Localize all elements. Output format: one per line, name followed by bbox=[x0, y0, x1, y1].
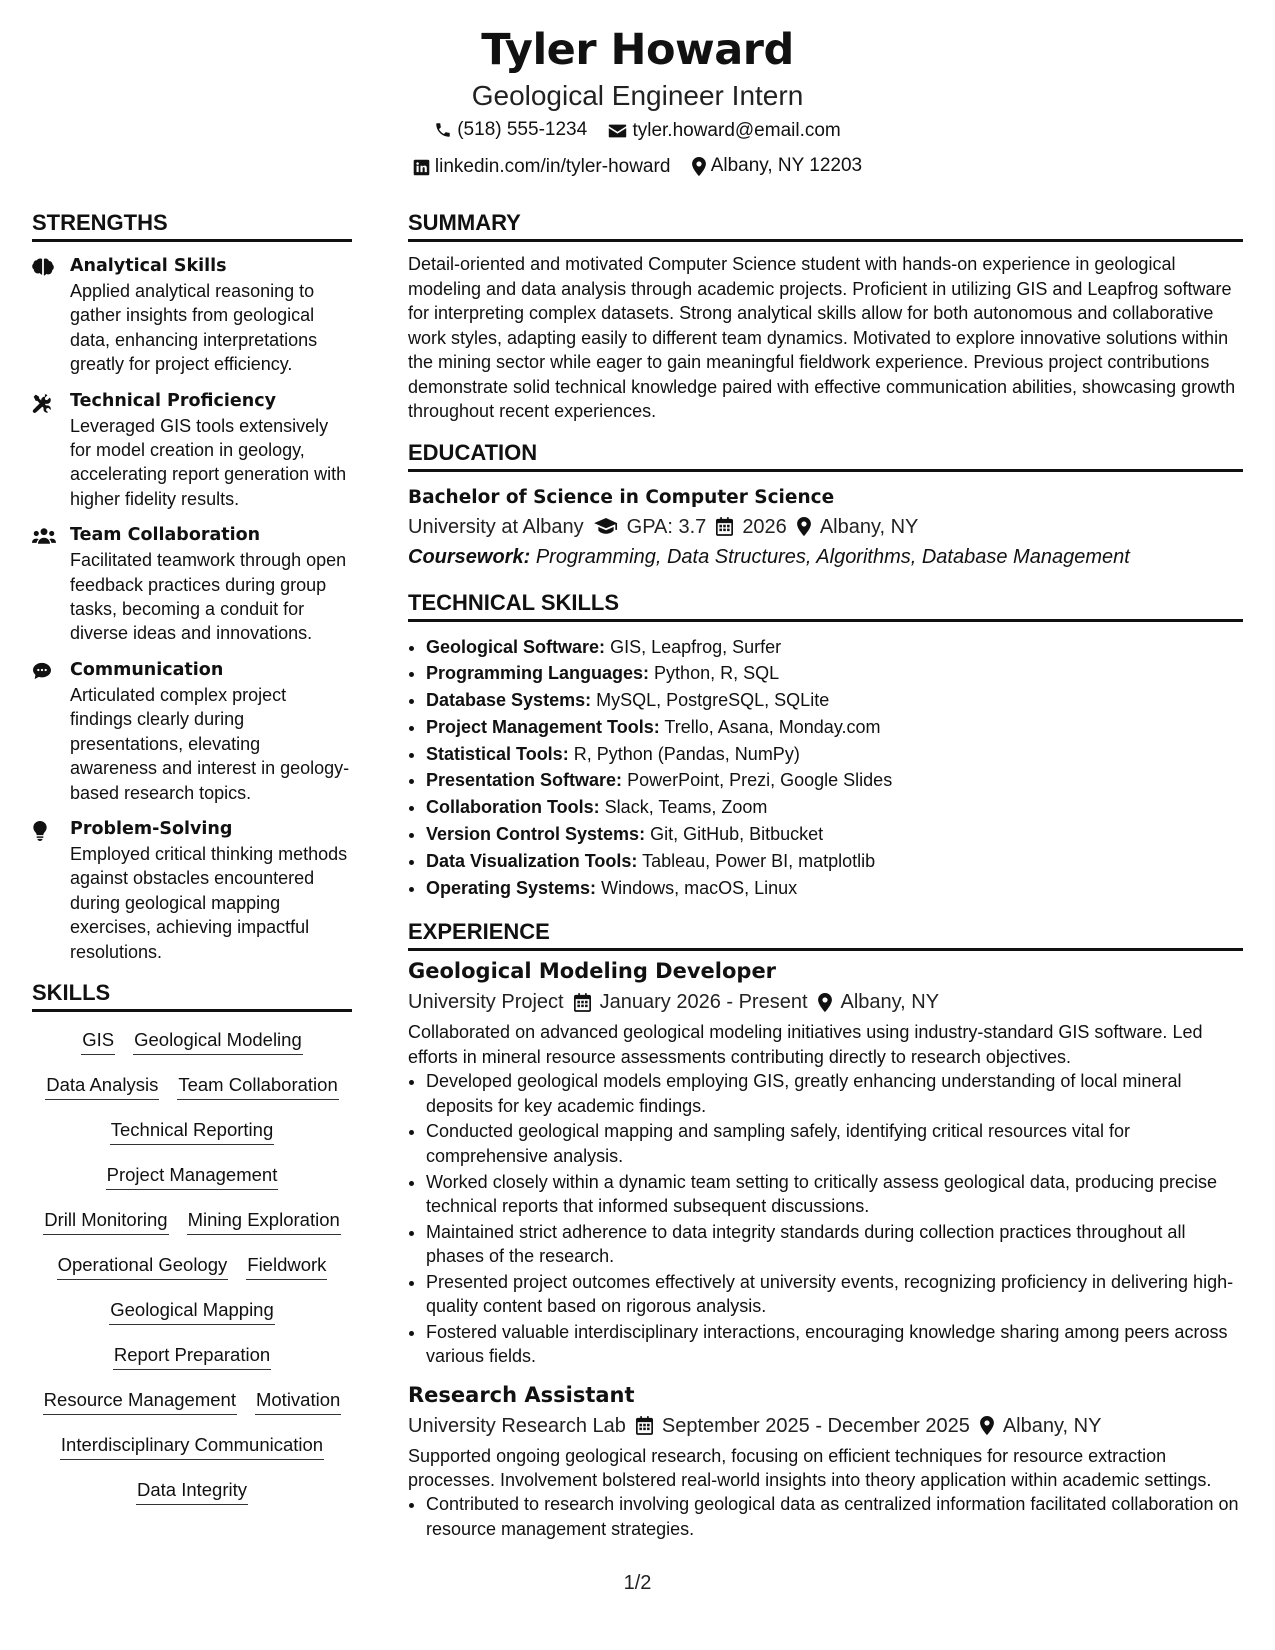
map-pin-icon bbox=[818, 993, 832, 1012]
skill-tag: Team Collaboration bbox=[177, 1073, 338, 1100]
list-item bbox=[426, 660, 1243, 687]
skill-category: Presentation Software: bbox=[426, 770, 623, 791]
phone-contact bbox=[434, 114, 587, 146]
candidate-name: Tyler Howard bbox=[481, 25, 794, 75]
strength-title: Communication bbox=[70, 659, 224, 680]
skill-tag: Geological Modeling bbox=[133, 1028, 303, 1055]
list-item bbox=[426, 634, 1243, 661]
job-title: Research Assistant bbox=[408, 1382, 635, 1407]
graduation-cap-icon bbox=[594, 518, 618, 535]
graduation-year: 2026 bbox=[742, 515, 787, 538]
list-item bbox=[426, 714, 1243, 741]
skill-category: Programming Languages: bbox=[426, 663, 650, 684]
chat-icon bbox=[32, 662, 52, 680]
skill-values: PowerPoint, Prezi, Google Slides bbox=[627, 770, 893, 791]
contact-row-1 bbox=[0, 114, 1275, 150]
job-description: Supported ongoing geological research, focusing on efficient techniques for resource extraction processes. Involvement bolstered real-world insights into theory application within academic settings. bbox=[408, 1445, 1212, 1491]
degree-title: Bachelor of Science in Computer Science bbox=[408, 486, 835, 508]
skill-row bbox=[32, 1388, 352, 1433]
strength-item bbox=[32, 389, 352, 512]
skill-row bbox=[32, 1163, 352, 1208]
skill-tag: Geological Mapping bbox=[109, 1298, 275, 1325]
list-item bbox=[426, 848, 1243, 875]
skill-row bbox=[32, 1028, 352, 1073]
skill-tag: Technical Reporting bbox=[110, 1118, 274, 1145]
users-icon bbox=[32, 527, 56, 545]
skill-values: R, Python (Pandas, NumPy) bbox=[573, 743, 800, 764]
strength-title: Analytical Skills bbox=[70, 256, 227, 276]
calendar-icon bbox=[574, 993, 591, 1012]
skill-values: Tableau, Power BI, matplotlib bbox=[642, 850, 876, 871]
right-column bbox=[408, 208, 1243, 1551]
skill-tag: Operational Geology bbox=[57, 1253, 229, 1280]
education-heading: EDUCATION bbox=[408, 438, 1243, 472]
left-column bbox=[32, 208, 352, 1523]
skill-category: Data Visualization Tools: bbox=[426, 850, 638, 871]
skill-tag: Drill Monitoring bbox=[43, 1208, 168, 1235]
strength-item bbox=[32, 658, 352, 805]
list-item bbox=[426, 821, 1243, 848]
linkedin-text[interactable]: linkedin.com/in/tyler-howard bbox=[434, 156, 671, 177]
skill-category: Collaboration Tools: bbox=[426, 797, 600, 818]
list-item: • Fostered valuable interdisciplinary interactions, encouraging knowledge sharing among peers across various fields. bbox=[426, 1320, 1243, 1369]
skill-row bbox=[32, 1433, 352, 1478]
technical-skills-block bbox=[408, 634, 1243, 902]
job-dates: September 2025 - December 2025 bbox=[661, 1414, 970, 1437]
experience-heading: EXPERIENCE bbox=[408, 917, 1243, 951]
map-pin-icon bbox=[797, 517, 811, 536]
summary-text: Detail-oriented and motivated Computer Science student with hands-on experience in geological modeling and data analysis through academic projects. Proficient in utilizing GIS and Leapfrog software for interpreting complex datasets. Strong analytical skills allow for both autonomous and collaborative work styles, adapting easily to different team dynamics. Motivated to explore innovative solutions within the mining sector while eager to gain meaningful fieldwork experience. Previous project contributions demonstrate solid technical knowledge paired with effective communication abilities, showcasing growth throughout recent experiences. bbox=[408, 254, 1236, 421]
skill-tag: GIS bbox=[81, 1028, 115, 1055]
job-location: Albany, NY bbox=[840, 991, 940, 1014]
skill-category: Statistical Tools: bbox=[426, 743, 569, 764]
summary-heading: SUMMARY bbox=[408, 208, 1243, 242]
strength-description: Facilitated teamwork through open feedback practices during group tasks, becoming a conduit for diverse ideas and innovations. bbox=[70, 550, 347, 644]
technical-skills-heading: TECHNICAL SKILLS bbox=[408, 588, 1243, 622]
job-bullets bbox=[408, 1492, 1243, 1541]
phone-icon bbox=[434, 121, 452, 139]
contact-row-2 bbox=[0, 150, 1275, 187]
education-location: Albany, NY bbox=[819, 515, 919, 538]
organization: University Project bbox=[408, 991, 564, 1014]
skill-row bbox=[32, 1253, 352, 1298]
skill-values: Windows, macOS, Linux bbox=[601, 877, 798, 898]
lightbulb-icon bbox=[32, 821, 48, 841]
job-entry bbox=[408, 955, 1243, 1368]
strength-title: Problem-Solving bbox=[70, 818, 233, 839]
skill-row bbox=[32, 1118, 352, 1163]
strength-item bbox=[32, 817, 352, 964]
skill-row bbox=[32, 1478, 352, 1523]
list-item: • Worked closely within a dynamic team setting to critically assess geological data, producing precise technical reports that informed subsequent discussions. bbox=[426, 1170, 1243, 1219]
strength-description: Articulated complex project findings clearly during presentations, elevating awareness and interest in geology-based research topics. bbox=[70, 684, 350, 803]
strength-title: Team Collaboration bbox=[70, 525, 261, 546]
strength-description: Applied analytical reasoning to gather insights from geological data, enhancing interpretations greatly for project efficiency. bbox=[70, 281, 318, 375]
map-pin-icon bbox=[980, 1416, 994, 1435]
job-dates: January 2026 - Present bbox=[599, 991, 808, 1014]
skill-values: Python, R, SQL bbox=[654, 663, 780, 684]
linkedin-contact[interactable] bbox=[413, 151, 671, 183]
job-description: Collaborated on advanced geological modeling initiatives using industry-standard GIS software. Led efforts in mineral resource assessments contributing directly to research objectives. bbox=[408, 1022, 1203, 1067]
list-item bbox=[426, 767, 1243, 794]
coursework-text: Programming, Data Structures, Algorithms, Database Management bbox=[535, 545, 1130, 568]
skill-row bbox=[32, 1343, 352, 1388]
skill-tag: Mining Exploration bbox=[187, 1208, 341, 1235]
list-item: • Conducted geological mapping and sampling safely, identifying critical resources vital for comprehensive analysis. bbox=[426, 1119, 1243, 1168]
skill-category: Operating Systems: bbox=[426, 877, 597, 898]
calendar-icon bbox=[636, 1416, 653, 1435]
skill-category: Project Management Tools: bbox=[426, 716, 660, 737]
list-item bbox=[426, 687, 1243, 714]
tools-icon bbox=[32, 393, 52, 413]
strength-item bbox=[32, 254, 352, 377]
job-meta bbox=[408, 1411, 1243, 1441]
skill-tag: Project Management bbox=[106, 1163, 279, 1190]
skill-values: MySQL, PostgreSQL, SQLite bbox=[596, 690, 830, 711]
skill-values: GIS, Leapfrog, Surfer bbox=[610, 636, 782, 657]
brain-icon bbox=[32, 258, 54, 276]
skill-category: Geological Software: bbox=[426, 636, 606, 657]
gpa: GPA: 3.7 bbox=[626, 515, 707, 538]
page-number: 1/2 bbox=[623, 1572, 652, 1594]
list-item: • Maintained strict adherence to data integrity standards during collection practices throughout all phases of the research. bbox=[426, 1220, 1243, 1269]
list-item: • Presented project outcomes effectively at university events, recognizing proficiency in delivering high-quality content based on rigorous analysis. bbox=[426, 1270, 1243, 1319]
skill-values: Trello, Asana, Monday.com bbox=[664, 716, 881, 737]
location-contact bbox=[692, 150, 862, 182]
skill-tag: Motivation bbox=[255, 1388, 341, 1415]
job-meta bbox=[408, 987, 1243, 1017]
skill-row bbox=[32, 1208, 352, 1253]
strength-description: Employed critical thinking methods against obstacles encountered during geological mapping exercises, achieving impactful resolutions. bbox=[70, 843, 348, 962]
skill-category: Version Control Systems: bbox=[426, 824, 646, 845]
list-item bbox=[426, 741, 1243, 768]
skill-tag: Data Integrity bbox=[136, 1478, 248, 1505]
skill-tag: Data Analysis bbox=[45, 1073, 159, 1100]
list-item: • Contributed to research involving geological data as centralized information facilitated collaboration on resource management strategies. bbox=[426, 1492, 1243, 1541]
skills-tag-cloud bbox=[32, 1024, 352, 1523]
list-item bbox=[426, 794, 1243, 821]
location-text: Albany, NY 12203 bbox=[710, 155, 863, 176]
strengths-heading: STRENGTHS bbox=[32, 208, 352, 242]
skill-row bbox=[32, 1298, 352, 1343]
job-entry bbox=[408, 1379, 1243, 1542]
job-location: Albany, NY bbox=[1002, 1414, 1102, 1437]
email-text[interactable]: tyler.howard@email.com bbox=[632, 120, 841, 141]
skills-heading: SKILLS bbox=[32, 978, 352, 1012]
organization: University Research Lab bbox=[408, 1414, 626, 1437]
skill-values: Git, GitHub, Bitbucket bbox=[650, 824, 824, 845]
coursework bbox=[408, 542, 1243, 572]
list-item: • Developed geological models employing GIS, greatly enhancing understanding of local mineral deposits for key academic findings. bbox=[426, 1069, 1243, 1118]
job-bullets bbox=[408, 1069, 1243, 1368]
job-title: Geological Modeling Developer bbox=[408, 959, 777, 984]
skill-tag: Interdisciplinary Communication bbox=[60, 1433, 324, 1460]
strength-description: Leveraged GIS tools extensively for model creation in geology, accelerating report generation with higher fidelity results. bbox=[70, 415, 347, 509]
email-contact[interactable] bbox=[608, 115, 840, 147]
skill-values: Slack, Teams, Zoom bbox=[604, 797, 768, 818]
strength-title: Technical Proficiency bbox=[70, 390, 276, 411]
technical-skills-list bbox=[408, 634, 1243, 902]
strength-item bbox=[32, 523, 352, 646]
school-name: University at Albany bbox=[408, 515, 584, 538]
list-item bbox=[426, 875, 1243, 902]
linkedin-icon bbox=[413, 159, 430, 176]
skill-category: Database Systems: bbox=[426, 690, 592, 711]
skill-row bbox=[32, 1073, 352, 1118]
skill-tag: Fieldwork bbox=[246, 1253, 327, 1280]
candidate-title: Geological Engineer Intern bbox=[471, 80, 804, 111]
phone-text: (518) 555-1234 bbox=[457, 119, 588, 140]
calendar-icon bbox=[716, 517, 733, 536]
envelope-icon bbox=[608, 123, 627, 139]
skill-tag: Resource Management bbox=[43, 1388, 237, 1415]
skill-tag: Report Preparation bbox=[113, 1343, 271, 1370]
coursework-label: Coursework: bbox=[408, 545, 531, 568]
map-pin-icon bbox=[692, 157, 706, 176]
education-meta bbox=[408, 512, 1243, 542]
resume-header bbox=[0, 22, 1275, 187]
